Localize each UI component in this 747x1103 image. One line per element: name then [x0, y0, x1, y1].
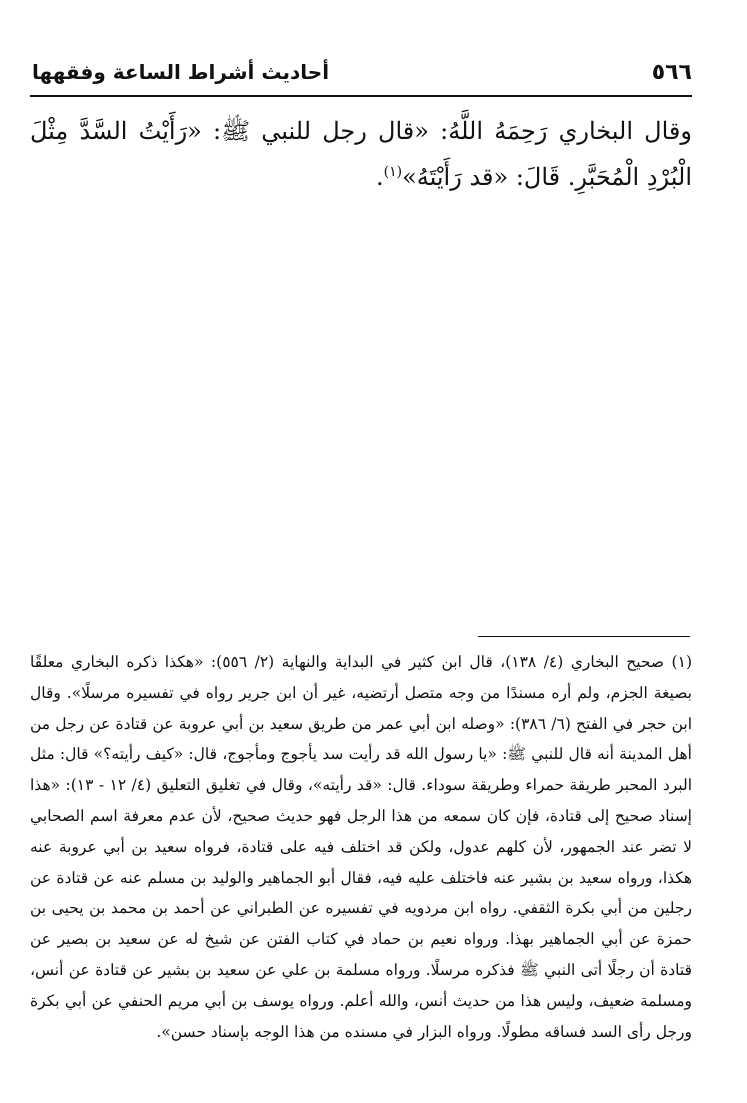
footnote-marker: (١) — [671, 653, 692, 671]
footnote-separator — [478, 636, 690, 637]
page-header — [32, 52, 692, 92]
footnote — [30, 647, 692, 1047]
footnote-text: صحيح البخاري (٤/ ١٣٨)، قال ابن كثير في البداية والنهاية (٢/ ٥٥٦): «هكذا ذكره البخاري معلقًا بصيغة الجزم، ولم أره مسندًا من وجه متصل أرتضيه، غير أن ابن جرير رواه في تفسيره مرسلًا». وقال ابن حجر في الفتح (٦/ ٣٨٦): «وصله ابن أبي عمر من طريق سعيد بن أبي عروبة عن قتادة عن رجل من أهل المدينة أنه قال للنبي ﷺ: «يا رسول الله قد رأيت سد يأجوج ومأجوج، قال: «كيف رأيته؟» قال: مثل البرد المحبر طريقة حمراء وطريقة سوداء. قال: «قد رأيته»، وقال في تغليق التعليق (٤/ ١٢ - ١٣): «هذا إسناد صحيح إلى قتادة، فإن كان سمعه من هذا الرجل فهو حديث صحيح، لأن عدم معرفة اسم الصحابي لا تضر عند الجمهور، لأن كلهم عدول، ولكن قد اختلف فيه على قتادة، فرواه سعيد بن أبي عروبة عنه هكذا، ورواه سعيد بن بشير عنه فاختلف عليه فيه، فقال أبو الجماهير والوليد بن مسلم عنه عن قتادة عن رجلين من أبي بكرة الثقفي. رواه ابن مردويه في تفسيره عن الطبراني عن أحمد بن محمد بن يحيى بن حمزة عن أبي الجماهير بهذا. ورواه نعيم بن حماد في كتاب الفتن عن شيخ له عن سعيد بن بصير عن قتادة أن رجلًا أتى النبي ﷺ فذكره مرسلًا. ورواه مسلمة بن علي عن سعيد بن بشير عن قتادة عن أنس، ومسلمة ضعيف، وليس هذا من حديث أنس، والله أعلم. ورواه يوسف بن أبي مريم الحنفي عن أبي بكرة ورجل رأى السد فساقه مطولًا. ورواه البزار في مسنده من هذا الوجه بإسناد حسن». — [30, 653, 693, 1041]
main-text — [30, 108, 692, 200]
page-number: ٥٦٦ — [651, 59, 692, 85]
running-title: أحاديث أشراط الساعة وفقهها — [32, 60, 330, 84]
hadith-text: وقال البخاري رَحِمَهُ اللَّهُ: «قال رجل للنبي ﷺ: «رَأَيْتُ السَّدَّ مِثْلَ الْبُرْدِ الْمُحَبَّرِ. قَالَ: «قد رَأَيْتَهُ» — [30, 117, 692, 191]
sentence-end: . — [375, 163, 384, 191]
header-rule — [30, 95, 692, 97]
footnote-reference: (١) — [383, 164, 403, 180]
